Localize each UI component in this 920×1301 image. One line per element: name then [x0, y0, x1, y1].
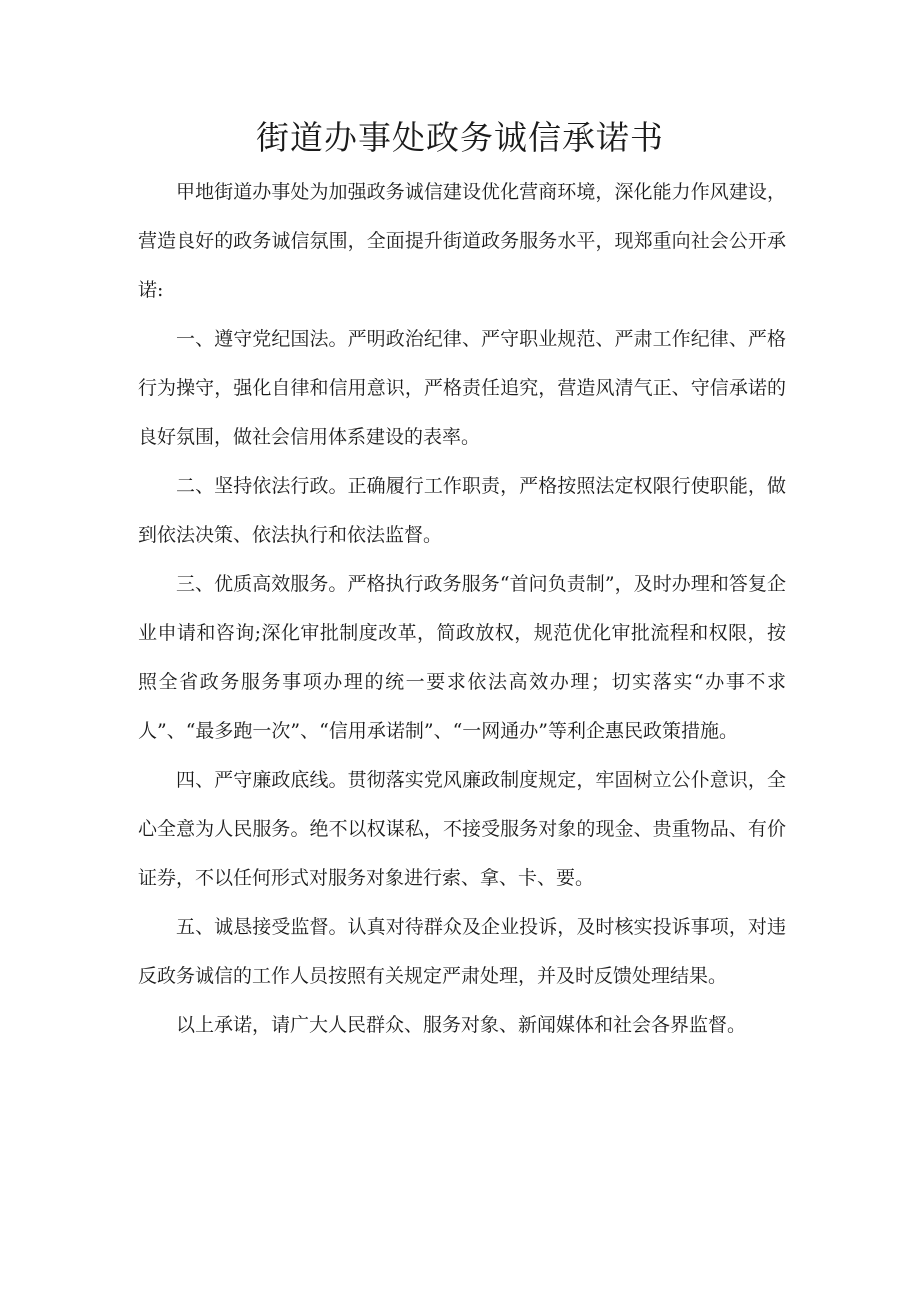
document-title: 街道办事处政务诚信承诺书	[256, 118, 664, 157]
closing-paragraph: 以上承诺，请广大人民群众、服务对象、新闻媒体和社会各界监督。	[176, 1014, 747, 1036]
commitment-paragraph-3: 三、优质高效服务。严格执行政务服务“首问负责制”，及时办理和答复企业申请和咨询;深化审批制度改革，简政放权，规范优化审批流程和权限，按照全省政务服务事项办理的统一要求依法高效办理；切实落实“办事不求人”、“最多跑一次”、“信用承诺制”、“一网通办”等利企惠民政策措施。	[138, 573, 786, 742]
intro-paragraph: 甲地街道办事处为加强政务诚信建设优化营商环境，深化能力作风建设，营造良好的政务诚信氛围，全面提升街道政务服务水平，现郑重向社会公开承诺:	[138, 181, 786, 301]
commitment-paragraph-1: 一、遵守党纪国法。严明政治纪律、严守职业规范、严肃工作纪律、严格行为操守，强化自律和信用意识，严格责任追究，营造风清气正、守信承诺的良好氛围，做社会信用体系建设的表率。	[138, 328, 786, 448]
commitment-paragraph-4: 四、严守廉政底线。贯彻落实党风廉政制度规定，牢固树立公仆意识，全心全意为人民服务。绝不以权谋私，不接受服务对象的现金、贵重物品、有价证券，不以任何形式对服务对象进行索、拿、卡、要。	[138, 769, 786, 889]
commitment-paragraph-2: 二、坚持依法行政。正确履行工作职责，严格按照法定权限行使职能，做到依法决策、依法执行和依法监督。	[138, 475, 786, 546]
commitment-paragraph-5: 五、诚恳接受监督。认真对待群众及企业投诉，及时核实投诉事项，对违反政务诚信的工作人员按照有关规定严肃处理，并及时反馈处理结果。	[138, 916, 786, 987]
document-body	[138, 168, 786, 1050]
